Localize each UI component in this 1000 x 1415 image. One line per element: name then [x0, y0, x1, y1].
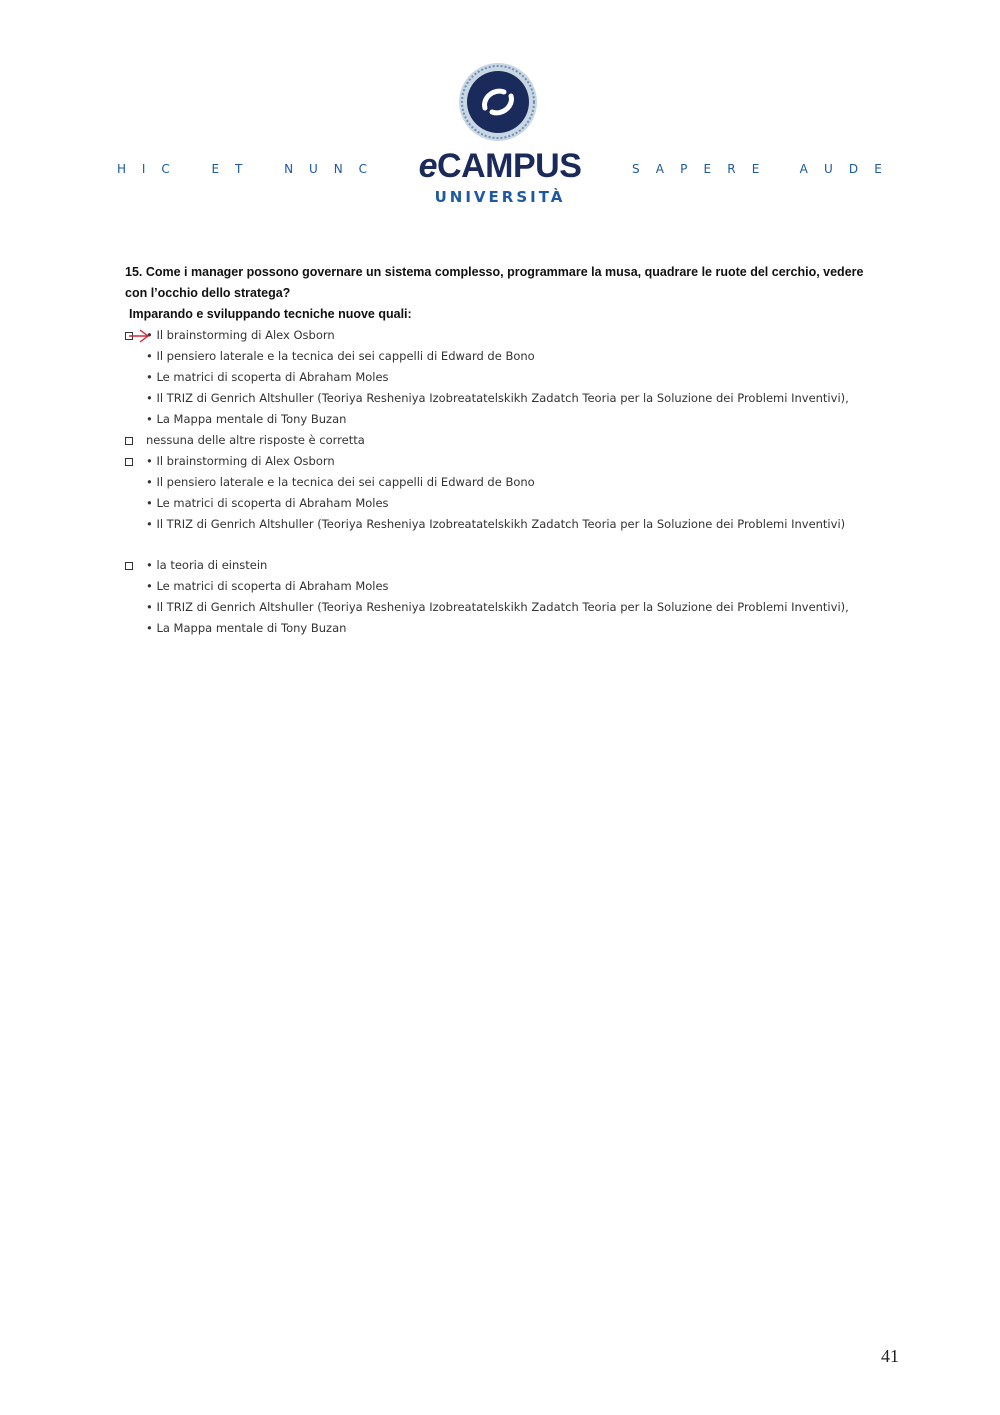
spacer: [125, 535, 885, 555]
motto-letter: C: [358, 162, 367, 176]
motto-letter: R: [727, 162, 736, 176]
question-intro: Imparando e sviluppando tecniche nuove quali:: [129, 307, 412, 321]
brand-e: e: [418, 147, 438, 185]
option-line: • Le matrici di scoperta di Abraham Moles: [146, 579, 389, 593]
motto-letter: E: [211, 162, 220, 176]
answer-option-2[interactable]: [125, 430, 885, 451]
motto-letter: S: [632, 162, 640, 176]
motto-letter: A: [655, 162, 664, 176]
motto-letter: U: [823, 162, 833, 176]
option-line: nessuna delle altre risposte è corretta: [146, 433, 365, 447]
option-line: • Le matrici di scoperta di Abraham Moles: [146, 496, 389, 510]
option-line: • La Mappa mentale di Tony Buzan: [146, 621, 347, 635]
option-line: • Il TRIZ di Genrich Altshuller (Teoriya Resheniya Izobreatatelskikh Zadatch Teoria per la Soluzione dei Problemi Inventivi),: [146, 391, 849, 405]
answer-option-1[interactable]: [125, 325, 885, 430]
motto-right: [632, 162, 882, 176]
motto-letter: T: [235, 162, 243, 176]
option-checkbox[interactable]: [125, 559, 137, 571]
motto-letter: C: [161, 162, 170, 176]
page-number: 41: [881, 1346, 899, 1366]
motto-letter: P: [680, 162, 688, 176]
option-line: • Il brainstorming di Alex Osborn: [146, 454, 335, 468]
option-line: • Il pensiero laterale e la tecnica dei sei cappelli di Edward de Bono: [146, 349, 535, 363]
option-checkbox[interactable]: [125, 434, 137, 446]
option-checkbox[interactable]: [125, 455, 137, 467]
option-line: • la teoria di einstein: [146, 558, 268, 572]
motto-letter: E: [703, 162, 712, 176]
motto-letter: D: [848, 162, 859, 176]
option-line: • La Mappa mentale di Tony Buzan: [146, 412, 347, 426]
option-line: • Il brainstorming di Alex Osborn: [146, 328, 335, 342]
option-line: • Le matrici di scoperta di Abraham Moles: [146, 370, 389, 384]
motto-letter: I: [141, 162, 146, 176]
question-block: [125, 262, 885, 639]
arrow-icon: [128, 329, 150, 343]
motto-left: [117, 162, 367, 176]
brand-name: CAMPUS: [437, 147, 582, 185]
answer-option-3[interactable]: [125, 451, 885, 535]
option-line: • Il pensiero laterale e la tecnica dei sei cappelli di Edward de Bono: [146, 475, 535, 489]
motto-letter: N: [333, 162, 343, 176]
brand-logo: [402, 146, 598, 186]
option-line: • Il TRIZ di Genrich Altshuller (Teoriya Resheniya Izobreatatelskikh Zadatch Teoria per la Soluzione dei Problemi Inventivi): [146, 517, 846, 531]
option-line: • Il TRIZ di Genrich Altshuller (Teoriya Resheniya Izobreatatelskikh Zadatch Teoria per la Soluzione dei Problemi Inventivi),: [146, 600, 849, 614]
motto-letter: U: [309, 162, 318, 176]
motto-letter: E: [874, 162, 882, 176]
motto-letter: H: [117, 162, 127, 176]
motto-letter: E: [751, 162, 760, 176]
question-text: 15. Come i manager possono governare un sistema complesso, programmare la musa, quadrare le ruote del cerchio, vedere con l’occhio dello stratega?: [125, 265, 864, 300]
motto-letter: A: [799, 162, 808, 176]
page-header: [0, 0, 1000, 220]
answer-option-4[interactable]: [125, 555, 885, 639]
university-seal-icon: [458, 62, 538, 142]
motto-letter: N: [284, 162, 294, 176]
university-label: UNIVERSITÀ: [434, 188, 566, 206]
